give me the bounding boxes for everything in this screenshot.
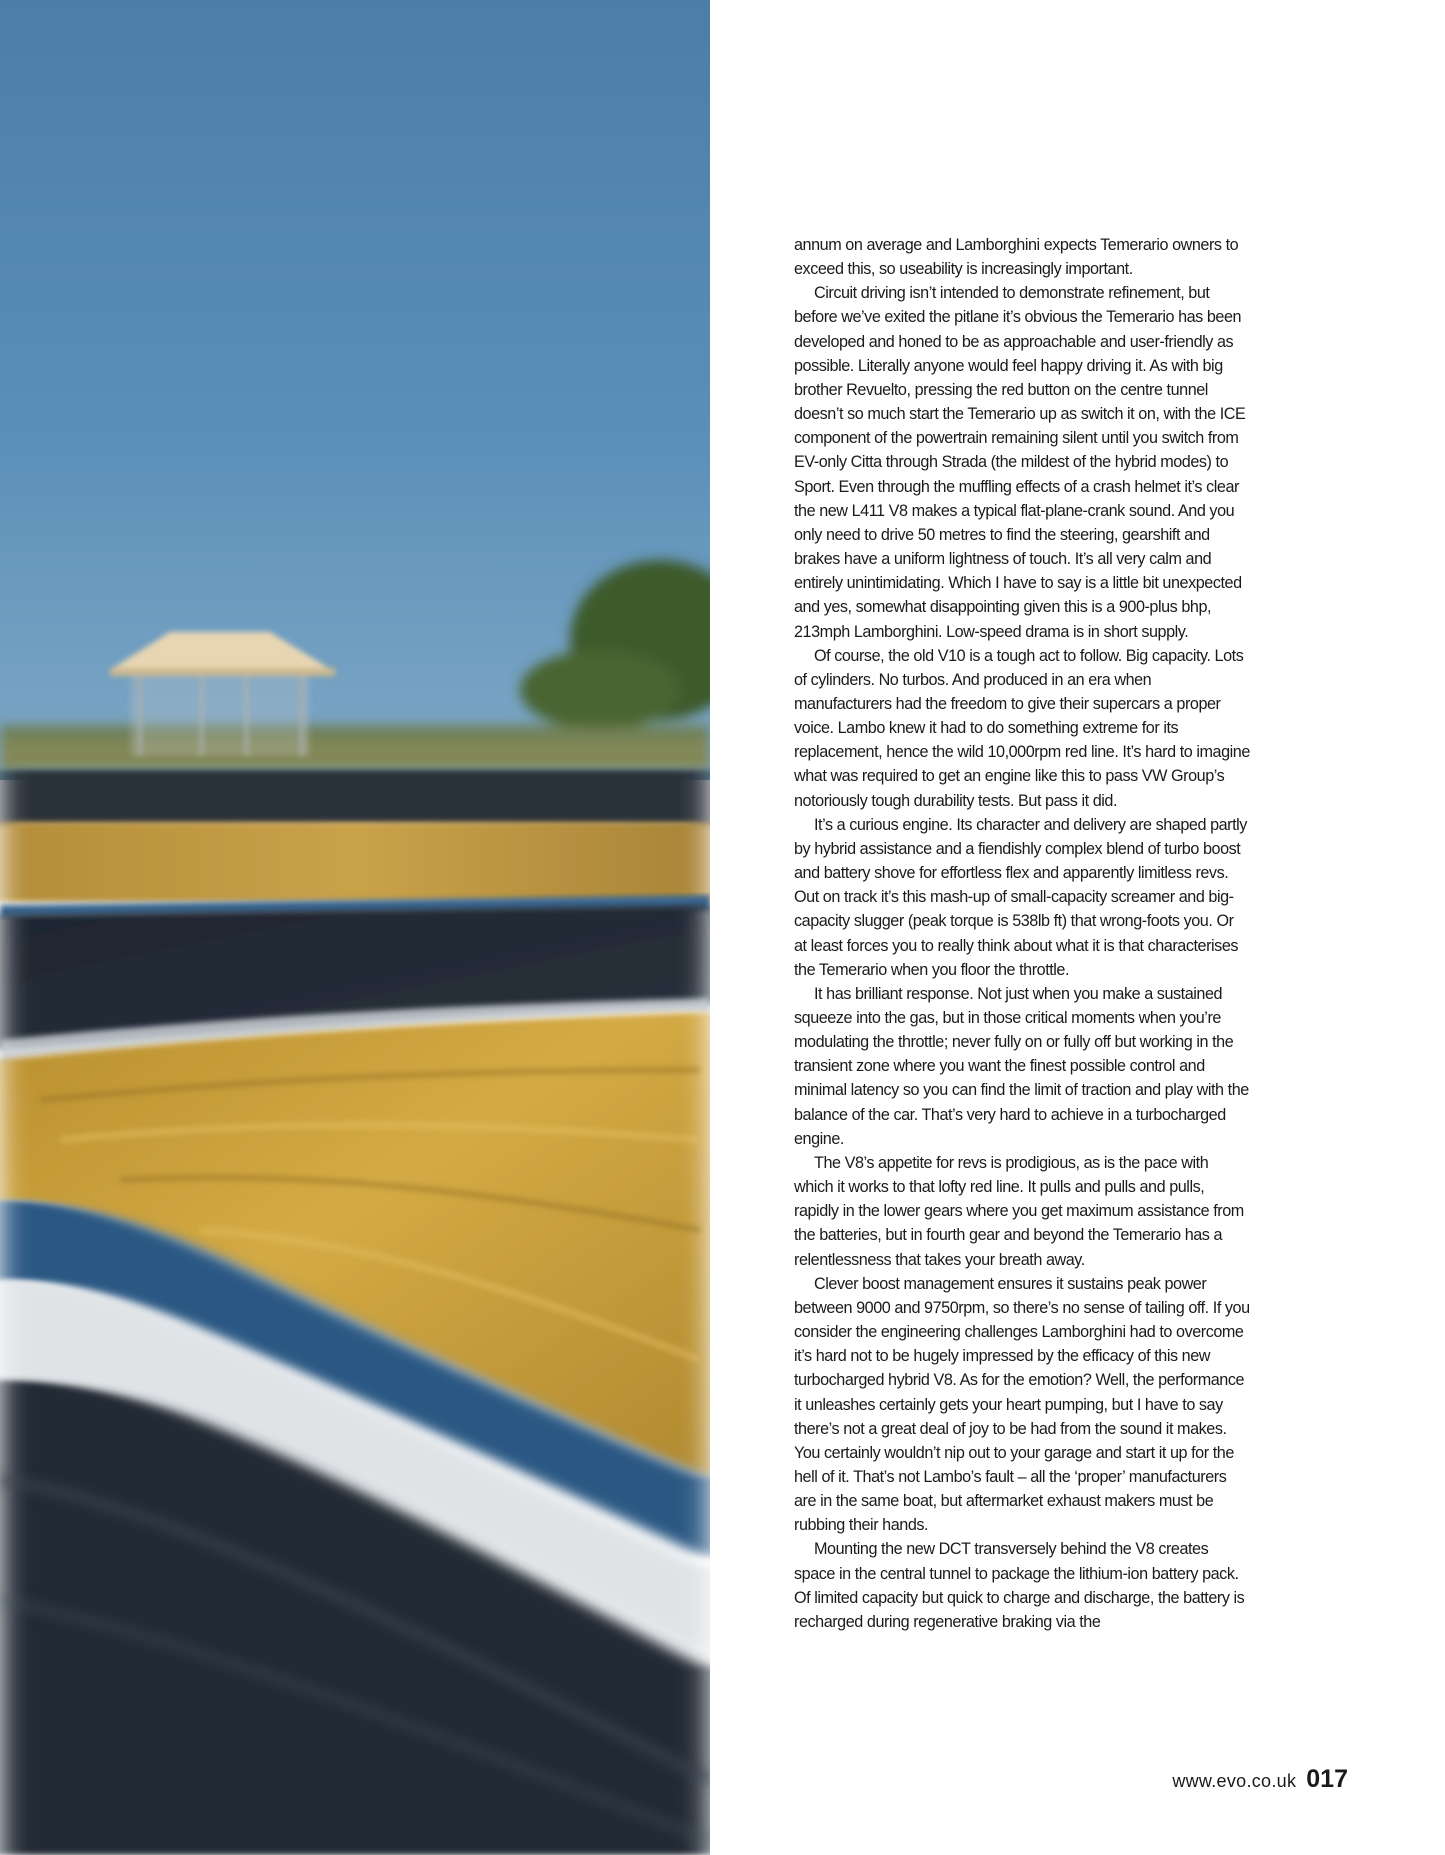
- page-number: 017: [1306, 1765, 1348, 1793]
- article-body: [794, 233, 1250, 1634]
- article-paragraph: It has brilliant response. Not just when you make a sustained squeeze into the gas, but in those critical moments when you’re modulating the throttle; never fully on or fully off but working in the transient zone where you want the finest possible control and minimal latency so you can find the limit of traction and play with the balance of the car. That’s very hard to achieve in a turbocharged engine.: [794, 984, 1249, 1148]
- article-paragraph: Mounting the new DCT transversely behind the V8 creates space in the central tunnel to package the lithium-ion battery pack. Of limited capacity but quick to charge and discharge, the battery is recharged during regenerative braking via the: [794, 1540, 1245, 1631]
- article-paragraph: Clever boost management ensures it sustains peak power between 9000 and 9750rpm, so there’s no sense of tailing off. If you consider the engineering challenges Lamborghini had to overcome it’s hard not to be hugely impressed by the efficacy of this new turbocharged hybrid V8. As for the emotion? Well, the performance it unleashes certainly gets your heart pumping, but I have to say there’s not a great deal of joy to be had from the sound it makes. You certainly wouldn’t nip out to your garage and start it up for the hell of it. That’s not Lambo’s fault – all the ‘proper’ manufacturers are in the same boat, but aftermarket exhaust makers must be rubbing their hands.: [794, 1274, 1250, 1535]
- article-paragraph: It’s a curious engine. Its character and delivery are shaped partly by hybrid assistance and a fiendishly complex blend of turbo boost and battery shove for effortless flex and apparently limitless revs. Out on track it’s this mash-up of small-capacity screamer and big-capacity slugger (peak torque is 538lb ft) that wrong-foots you. Or at least forces you to really think about what it is that characterises the Temerario when you floor the throttle.: [794, 815, 1247, 979]
- article-paragraph: Of course, the old V10 is a tough act to follow. Big capacity. Lots of cylinders. No turbos. And produced in an era when manufacturers had the freedom to give their supercars a proper voice. Lambo knew it had to do something extreme for its replacement, hence the wild 10,000rpm red line. It’s hard to imagine what was required to get an engine like this to pass VW Group’s notoriously tough durability tests. But pass it did.: [794, 646, 1250, 810]
- race-track-motion-blur-photo: [0, 0, 710, 1855]
- article-paragraph: The V8’s appetite for revs is prodigious, as is the pace with which it works to that lofty red line. It pulls and pulls and pulls, rapidly in the lower gears where you get maximum assistance from the batteries, but in fourth gear and beyond the Temerario has a relentlessness that takes your breath away.: [794, 1153, 1244, 1269]
- article-paragraph: annum on average and Lamborghini expects Temerario owners to exceed this, so useability is increasingly important.: [794, 236, 1239, 279]
- page-footer: [1172, 1765, 1348, 1794]
- website-url: www.evo.co.uk: [1172, 1771, 1297, 1791]
- article-paragraph: Circuit driving isn’t intended to demonstrate refinement, but before we’ve exited the pitlane it’s obvious the Temerario has been developed and honed to be as approachable and user-friendly as possible. Literally anyone would feel happy driving it. As with big brother Revuelto, pressing the red button on the centre tunnel doesn’t so much start the Temerario up as switch it on, with the ICE component of the powertrain remaining silent until you switch from EV-only Citta through Strada (the mildest of the hybrid modes) to Sport. Even through the muffling effects of a crash helmet it’s clear the new L411 V8 makes a typical flat-plane-crank sound. And you only need to drive 50 metres to find the steering, gearshift and brakes have a uniform lightness of touch. It’s all very calm and entirely unintimidating. Which I have to say is a little bit unexpected and yes, somewhat disappointing given this is a 900-plus bhp, 213mph Lamborghini. Low-speed drama is in short supply.: [794, 284, 1246, 641]
